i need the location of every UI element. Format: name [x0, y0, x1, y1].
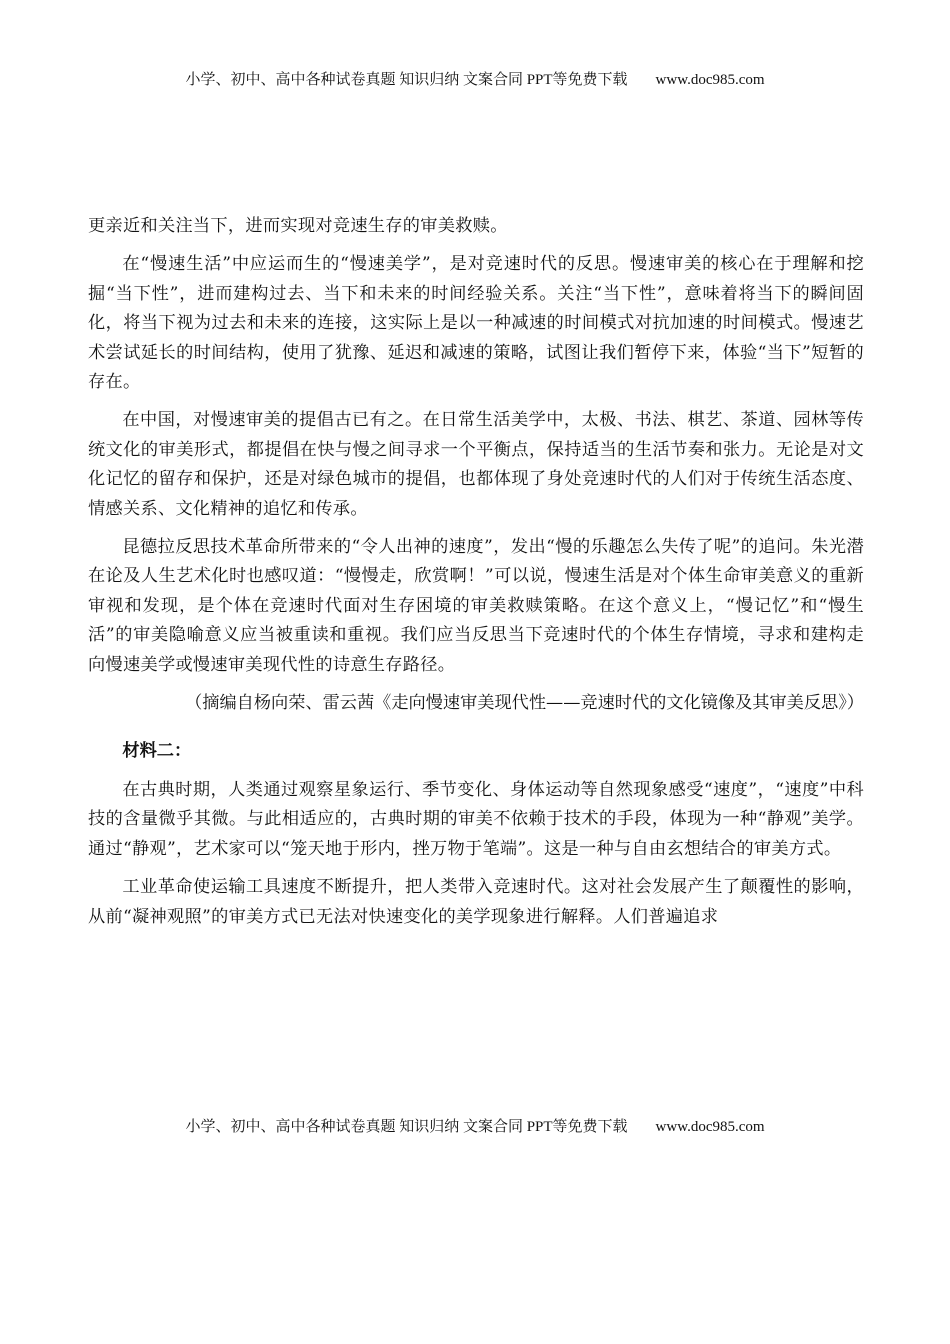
paragraph-1: 更亲近和关注当下，进而实现对竞速生存的审美救赎。 — [88, 216, 508, 236]
page-header — [0, 68, 950, 89]
section-heading-material-2: 材料二： — [122, 740, 192, 761]
source-citation: （摘编自杨向荣、雷云茜《走向慢速审美现代性——竞速时代的文化镜像及其审美反思》） — [185, 693, 864, 714]
paragraph-6: 工业革命使运输工具速度不断提升，把人类带入竞速时代。这对社会发展产生了颠覆性的影响，从前“凝神观照”的审美方式已无法对快速变化的美学现象进行解释。人们普遍追求 — [88, 877, 864, 927]
paragraph-3: 在中国，对慢速审美的提倡古已有之。在日常生活美学中，太极、书法、棋艺、茶道、园林等传统文化的审美形式，都提倡在快与慢之间寻求一个平衡点，保持适当的生活节奏和张力。无论是对文化记忆的留存和保护，还是对绿色城市的提倡，也都体现了身处竞速时代的人们对于传统生活态度、情感关系、文化精神的追忆和传承。 — [88, 410, 864, 519]
paragraph-2: 在“慢速生活”中应运而生的“慢速美学”，是对竞速时代的反思。慢速审美的核心在于理解和挖掘“当下性”，进而建构过去、当下和未来的时间经验关系。关注“当下性”，意味着将当下的瞬间固化，将当下视为过去和未来的连接，这实际上是以一种减速的时间模式对抗加速的时间模式。慢速艺术尝试延长的时间结构，使用了犹豫、延迟和减速的策略，试图让我们暂停下来，体验“当下”短暂的存在。 — [88, 254, 864, 393]
article-body — [88, 212, 864, 941]
footer-text: 小学、初中、高中各种试卷真题 知识归纳 文案合同 PPT等免费下载 — [185, 1119, 628, 1135]
header-text: 小学、初中、高中各种试卷真题 知识归纳 文案合同 PPT等免费下载 — [185, 72, 628, 88]
header-url[interactable]: www.doc985.com — [655, 72, 765, 88]
paragraph-4: 昆德拉反思技术革命所带来的“令人出神的速度”，发出“慢的乐趣怎么失传了呢”的追问。朱光潜在论及人生艺术化时也感叹道：“慢慢走，欣赏啊！”可以说，慢速生活是对个体生命审美意义的重新审视和发现，是个体在竞速时代面对生存困境的审美救赎策略。在这个意义上，“慢记忆”和“慢生活”的审美隐喻意义应当被重读和重视。我们应当反思当下竞速时代的个体生存情境，寻求和建构走向慢速美学或慢速审美现代性的诗意生存路径。 — [88, 537, 864, 675]
paragraph-5: 在古典时期，人类通过观察星象运行、季节变化、身体运动等自然现象感受“速度”，“速度”中科技的含量微乎其微。与此相适应的，古典时期的审美不依赖于技术的手段，体现为一种“静观”美学。通过“静观”，艺术家可以“笼天地于形内，挫万物于笔端”。这是一种与自由玄想结合的审美方式。 — [88, 779, 864, 859]
footer-url[interactable]: www.doc985.com — [655, 1119, 765, 1135]
page-footer — [0, 1115, 950, 1136]
